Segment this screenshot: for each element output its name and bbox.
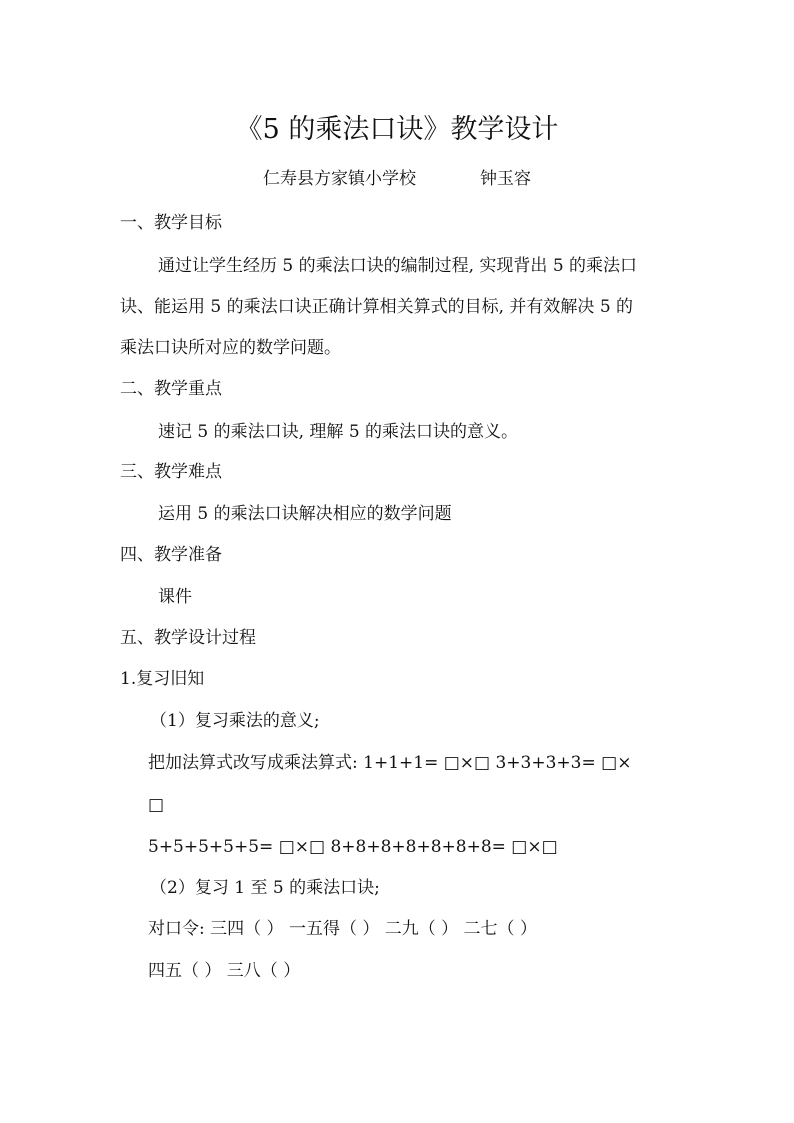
section-heading-objectives: 一、教学目标	[120, 213, 222, 233]
review-multiplication-meaning: （1）复习乘法的意义;	[150, 711, 320, 731]
author-school: 仁寿县方家镇小学校	[263, 169, 416, 189]
section-heading-preparation: 四、教学准备	[120, 545, 222, 565]
drill-line-2: 四五（ ） 三八（ ）	[148, 961, 301, 981]
preparation-text: 课件	[158, 587, 192, 607]
rewrite-exercise-line-1: 把加法算式改写成乘法算式: 1+1+1= □×□ 3+3+3+3= □×	[148, 753, 632, 773]
author-name: 钟玉容	[480, 169, 531, 189]
rewrite-exercise-line-3: 5+5+5+5+5= □×□ 8+8+8+8+8+8+8= □×□	[148, 837, 558, 857]
key-points-text: 速记 5 的乘法口诀, 理解 5 的乘法口诀的意义。	[158, 422, 519, 442]
section-heading-difficulties: 三、教学难点	[120, 462, 222, 482]
section-heading-key-points: 二、教学重点	[120, 379, 222, 399]
rewrite-exercise-line-2: □	[148, 795, 165, 815]
objectives-line-3: 乘法口诀所对应的数学问题。	[120, 338, 341, 358]
objectives-line-2: 诀、能运用 5 的乘法口诀正确计算相关算式的目标, 并有效解决 5 的	[120, 297, 634, 317]
review-times-table: （2）复习 1 至 5 的乘法口诀;	[150, 878, 380, 898]
section-heading-process: 五、教学设计过程	[120, 628, 256, 648]
document-title: 《5 的乘法口诀》教学设计	[235, 114, 559, 145]
author-line	[0, 168, 794, 190]
difficulties-text: 运用 5 的乘法口诀解决相应的数学问题	[158, 504, 452, 524]
drill-line-1: 对口令: 三四（ ） 一五得（ ） 二九（ ） 二七（ ）	[148, 919, 537, 939]
subsection-heading-review: 1.复习旧知	[120, 669, 205, 689]
objectives-line-1: 通过让学生经历 5 的乘法口诀的编制过程, 实现背出 5 的乘法口	[158, 256, 638, 276]
